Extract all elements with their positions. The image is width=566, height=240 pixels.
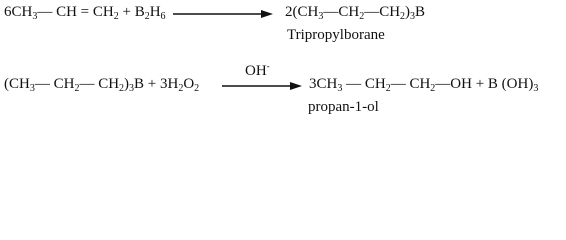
subscript: 3 [318, 11, 324, 22]
formula-text: + B [122, 4, 145, 20]
subscript: 2 [359, 11, 365, 22]
formula-text: ) [405, 4, 411, 20]
subscript: 2 [400, 11, 406, 22]
reaction2-product-name: propan-1-ol [308, 99, 379, 115]
formula-text: 2(CH [285, 4, 319, 20]
formula-text: B + 3H [134, 76, 179, 92]
subscript: 2 [144, 11, 150, 22]
formula-text: —CH [323, 4, 360, 20]
reaction1-arrow [173, 9, 273, 19]
subscript: 2 [385, 83, 391, 94]
formula-text: — CH = CH [37, 4, 114, 20]
formula-text: 3CH [309, 76, 338, 92]
reaction1-product-name: Tripropylborane [287, 27, 385, 43]
subscript: 2 [74, 83, 80, 94]
subscript: 6 [160, 11, 166, 22]
subscript: 3 [29, 83, 35, 94]
reaction1-reactants [4, 4, 166, 20]
subscript: 2 [113, 11, 119, 22]
subscript: 3 [129, 83, 135, 94]
formula-text: H [149, 4, 161, 20]
reaction1-product [285, 4, 425, 20]
subscript: 2 [194, 83, 200, 94]
formula-text: — CH [79, 76, 120, 92]
subscript: 3 [410, 11, 416, 22]
formula-text: (CH [4, 76, 30, 92]
formula-text: O [183, 76, 195, 92]
reaction2-arrow [222, 81, 302, 91]
subscript: 2 [119, 83, 125, 94]
formula-text: B [415, 4, 426, 20]
subscript: 3 [533, 83, 539, 94]
formula-text: ) [124, 76, 130, 92]
subscript: 3 [32, 11, 38, 22]
subscript: 2 [430, 83, 436, 94]
superscript: - [266, 61, 270, 71]
formula-text: 6CH [4, 4, 33, 20]
reaction2-reactants [4, 76, 199, 92]
formula-text: —OH + B (OH) [435, 76, 534, 92]
formula-text: — CH [34, 76, 75, 92]
reaction2-products [309, 76, 538, 92]
formula-text: — CH [390, 76, 431, 92]
subscript: 3 [337, 83, 343, 94]
reaction2-catalyst [245, 63, 270, 79]
catalyst-text: OH [245, 63, 267, 79]
formula-text: —CH [364, 4, 401, 20]
formula-text: — CH [342, 76, 386, 92]
subscript: 2 [178, 83, 184, 94]
